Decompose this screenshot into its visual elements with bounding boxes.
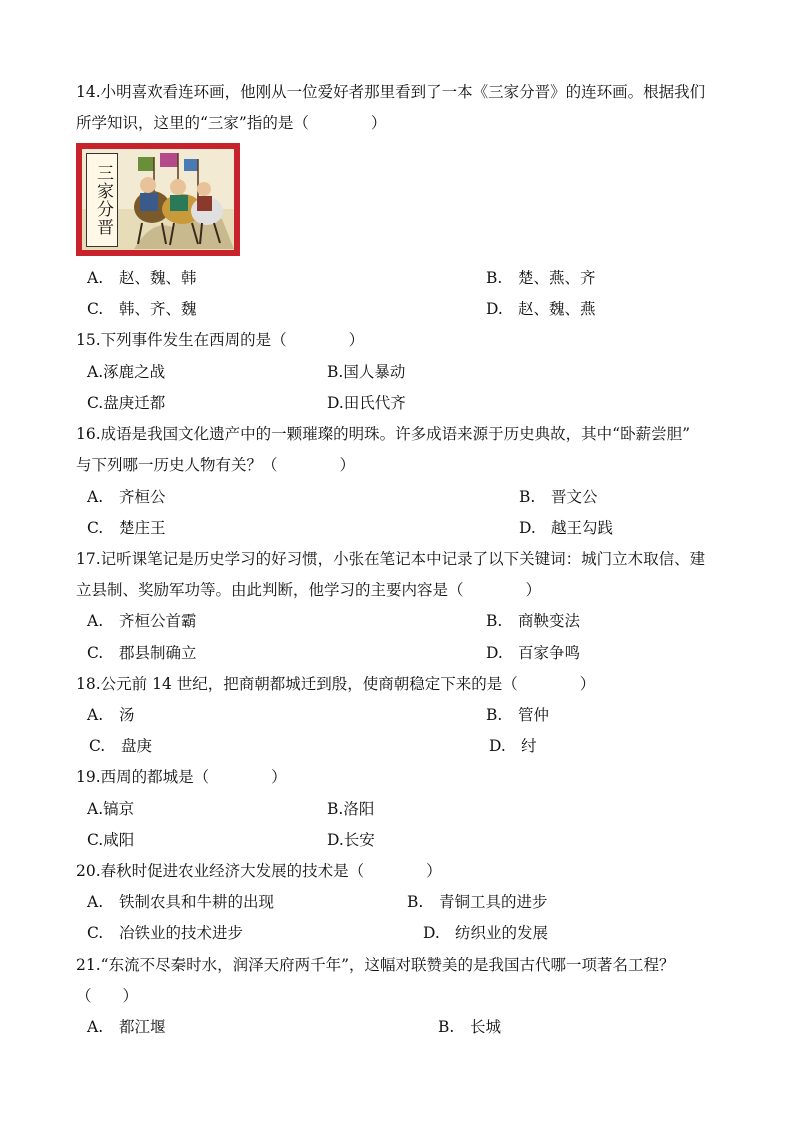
question-21 bbox=[76, 950, 726, 1012]
question-text: 20.春秋时促进农业经济大发展的技术是（ ） bbox=[76, 862, 442, 880]
option-a: A. 齐桓公首霸 bbox=[87, 612, 197, 630]
question-17 bbox=[76, 544, 726, 606]
option-c: C. 韩、齐、魏 bbox=[87, 300, 197, 318]
option-c: C.盘庚迁都 bbox=[87, 394, 166, 412]
question-text: 18.公元前 14 世纪，把商朝都城迁到殷，使商朝稳定下来的是（ ） bbox=[76, 675, 596, 693]
option-c: C. 楚庄王 bbox=[87, 519, 166, 537]
option-d: D.长安 bbox=[327, 831, 375, 849]
question-text: 16.成语是我国文化遗产中的一颗璀璨的明珠。许多成语来源于历史典故，其中“卧薪尝胆” bbox=[76, 425, 691, 443]
option-a: A.涿鹿之战 bbox=[87, 363, 166, 381]
comic-title-panel: 三家分晋 bbox=[86, 153, 118, 247]
question-15 bbox=[76, 325, 726, 356]
option-b: B.洛阳 bbox=[327, 800, 375, 818]
option-c: C. 郡县制确立 bbox=[87, 644, 197, 662]
question-text: 19.西周的都城是（ ） bbox=[76, 768, 287, 786]
option-d: D.田氏代齐 bbox=[327, 394, 406, 412]
question-20 bbox=[76, 856, 726, 887]
option-a: A. 齐桓公 bbox=[87, 488, 166, 506]
option-b: B. 晋文公 bbox=[519, 488, 598, 506]
option-d: D. 纺织业的发展 bbox=[423, 924, 549, 942]
option-c: C.咸阳 bbox=[87, 831, 135, 849]
question-14 bbox=[76, 77, 726, 139]
question-text: 15.下列事件发生在西周的是（ ） bbox=[76, 331, 365, 349]
option-b: B. 楚、燕、齐 bbox=[486, 269, 596, 287]
option-a: A. 赵、魏、韩 bbox=[87, 269, 197, 287]
question-19 bbox=[76, 762, 726, 793]
question-18 bbox=[76, 669, 726, 700]
question-text: （ ） bbox=[76, 987, 139, 1005]
question-text: 14.小明喜欢看连环画，他刚从一位爱好者那里看到了一本《三家分晋》的连环画。根据我们 bbox=[76, 83, 706, 101]
question-text: 所学知识，这里的“三家”指的是（ ） bbox=[76, 114, 387, 132]
option-b: B. 商鞅变法 bbox=[486, 612, 581, 630]
option-b: B. 青铜工具的进步 bbox=[407, 893, 548, 911]
question-16 bbox=[76, 419, 726, 481]
comic-book-cover-image bbox=[76, 143, 240, 256]
option-a: A.镐京 bbox=[87, 800, 135, 818]
option-d: D. 百家争鸣 bbox=[486, 644, 581, 662]
option-a: A. 铁制农具和牛耕的出现 bbox=[87, 893, 275, 911]
question-text: 立县制、奖励军功等。由此判断，他学习的主要内容是（ ） bbox=[76, 581, 542, 599]
option-a: A. 汤 bbox=[87, 706, 135, 724]
option-d: D. 纣 bbox=[489, 737, 537, 755]
option-c: C. 盘庚 bbox=[89, 737, 153, 755]
question-text: 21.“东流不尽秦时水，润泽天府两千年”，这幅对联赞美的是我国古代哪一项著名工程？ bbox=[76, 956, 675, 974]
option-d: D. 越王勾践 bbox=[519, 519, 614, 537]
question-text: 与下列哪一历史人物有关？（ ） bbox=[76, 456, 356, 474]
option-d: D. 赵、魏、燕 bbox=[486, 300, 596, 318]
option-b: B. 长城 bbox=[438, 1018, 502, 1036]
option-a: A. 都江堰 bbox=[87, 1018, 166, 1036]
option-c: C. 冶铁业的技术进步 bbox=[87, 924, 244, 942]
option-b: B.国人暴动 bbox=[327, 363, 406, 381]
option-b: B. 管仲 bbox=[486, 706, 550, 724]
question-text: 17.记听课笔记是历史学习的好习惯，小张在笔记本中记录了以下关键词：城门立木取信、建 bbox=[76, 550, 706, 568]
